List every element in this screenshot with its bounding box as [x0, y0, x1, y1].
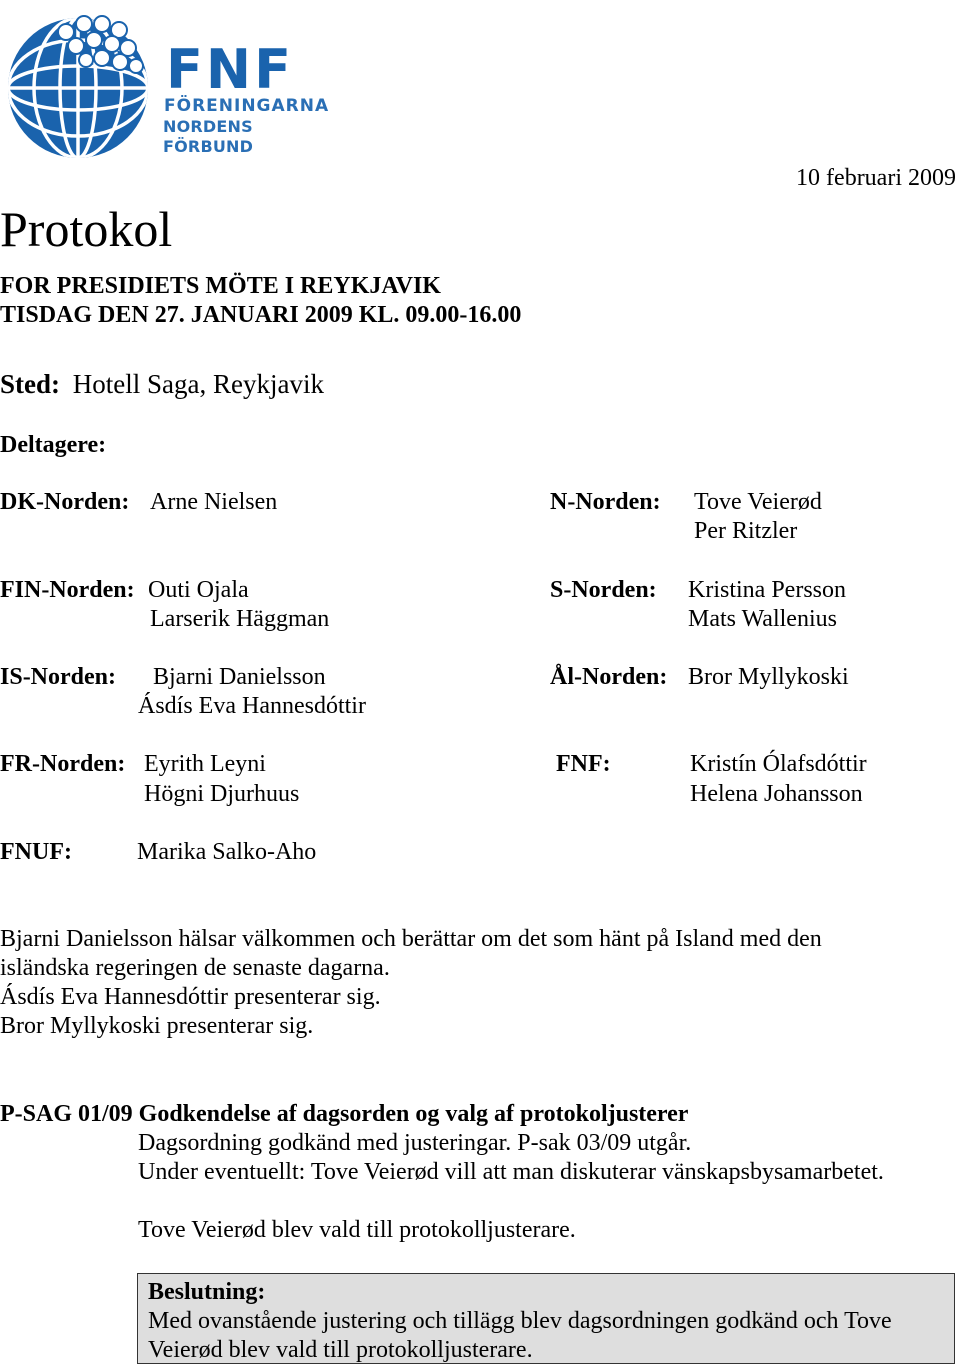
decision-box	[137, 1273, 955, 1364]
fr-name: Eyrith Leyni	[144, 751, 266, 777]
meeting-time: TISDAG DEN 27. JANUARI 2009 KL. 09.00-16.00	[0, 302, 522, 328]
no-name: Per Ritzler	[694, 518, 798, 544]
intro-line: Bror Myllykoski presenterar sig.	[0, 1013, 314, 1039]
logo-wordmark: FNF	[166, 38, 294, 101]
place-value: Hotell Saga, Reykjavik	[72, 369, 324, 399]
case-line: Under eventuellt: Tove Veierød vill att man diskuterar vänskapsbysamarbetet.	[138, 1159, 884, 1185]
fr-name: Högni Djurhuus	[144, 781, 300, 807]
fnf-name: Helena Johansson	[690, 781, 863, 807]
intro-line: Ásdís Eva Hannesdóttir presenterar sig.	[0, 984, 381, 1010]
intro-line: Bjarni Danielsson hälsar välkommen och berättar om det som hänt på Island med den	[0, 926, 822, 952]
document-date: 10 februari 2009	[796, 165, 956, 191]
case-note: Tove Veierød blev vald till protokolljusterare.	[138, 1217, 576, 1243]
dk-name: Arne Nielsen	[150, 489, 278, 515]
se-label: S-Norden:	[550, 577, 657, 603]
place-label: Sted:	[0, 369, 60, 399]
dk-label: DK-Norden:	[0, 489, 130, 515]
logo-line-1: FÖRENINGARNA	[164, 96, 330, 116]
fnf-logo	[6, 10, 336, 160]
al-name: Bror Myllykoski	[688, 664, 849, 690]
intro-line: isländska regeringen de senaste dagarna.	[0, 955, 390, 981]
decision-line: Veierød blev vald till protokolljusterare.	[148, 1337, 533, 1363]
place-row	[0, 369, 324, 400]
no-label: N-Norden:	[550, 489, 661, 515]
al-label: Ål-Norden:	[550, 664, 668, 690]
fin-name: Larserik Häggman	[150, 606, 330, 632]
is-label: IS-Norden:	[0, 664, 117, 690]
fin-name: Outi Ojala	[148, 577, 249, 603]
case-line: Dagsordning godkänd med justeringar. P-sak 03/09 utgår.	[138, 1130, 692, 1156]
no-name: Tove Veierød	[694, 489, 822, 515]
fr-label: FR-Norden:	[0, 751, 126, 777]
decision-label: Beslutning:	[148, 1279, 266, 1305]
logo-line-2: NORDENS FÖRBUND	[163, 117, 254, 156]
document-title: Protokol	[0, 201, 173, 257]
se-name: Kristina Persson	[688, 577, 846, 603]
fnuf-label: FNUF:	[0, 839, 72, 865]
meeting-title: FOR PRESIDIETS MÖTE I REYKJAVIK	[0, 273, 441, 299]
globe-icon	[6, 10, 156, 160]
case-heading: P-SAG 01/09 Godkendelse af dagsorden og valg af protokoljusterer	[0, 1101, 689, 1127]
fnf-label: FNF:	[556, 751, 611, 777]
fin-label: FIN-Norden:	[0, 577, 135, 603]
se-name: Mats Wallenius	[688, 606, 837, 632]
is-name: Bjarni Danielsson	[153, 664, 326, 690]
participants-label: Deltagere:	[0, 432, 107, 458]
fnf-name: Kristín Ólafsdóttir	[690, 751, 867, 777]
decision-line: Med ovanstående justering och tillägg blev dagsordningen godkänd och Tove	[148, 1308, 892, 1334]
is-name: Ásdís Eva Hannesdóttir	[138, 693, 366, 719]
fnuf-name: Marika Salko-Aho	[137, 839, 317, 865]
